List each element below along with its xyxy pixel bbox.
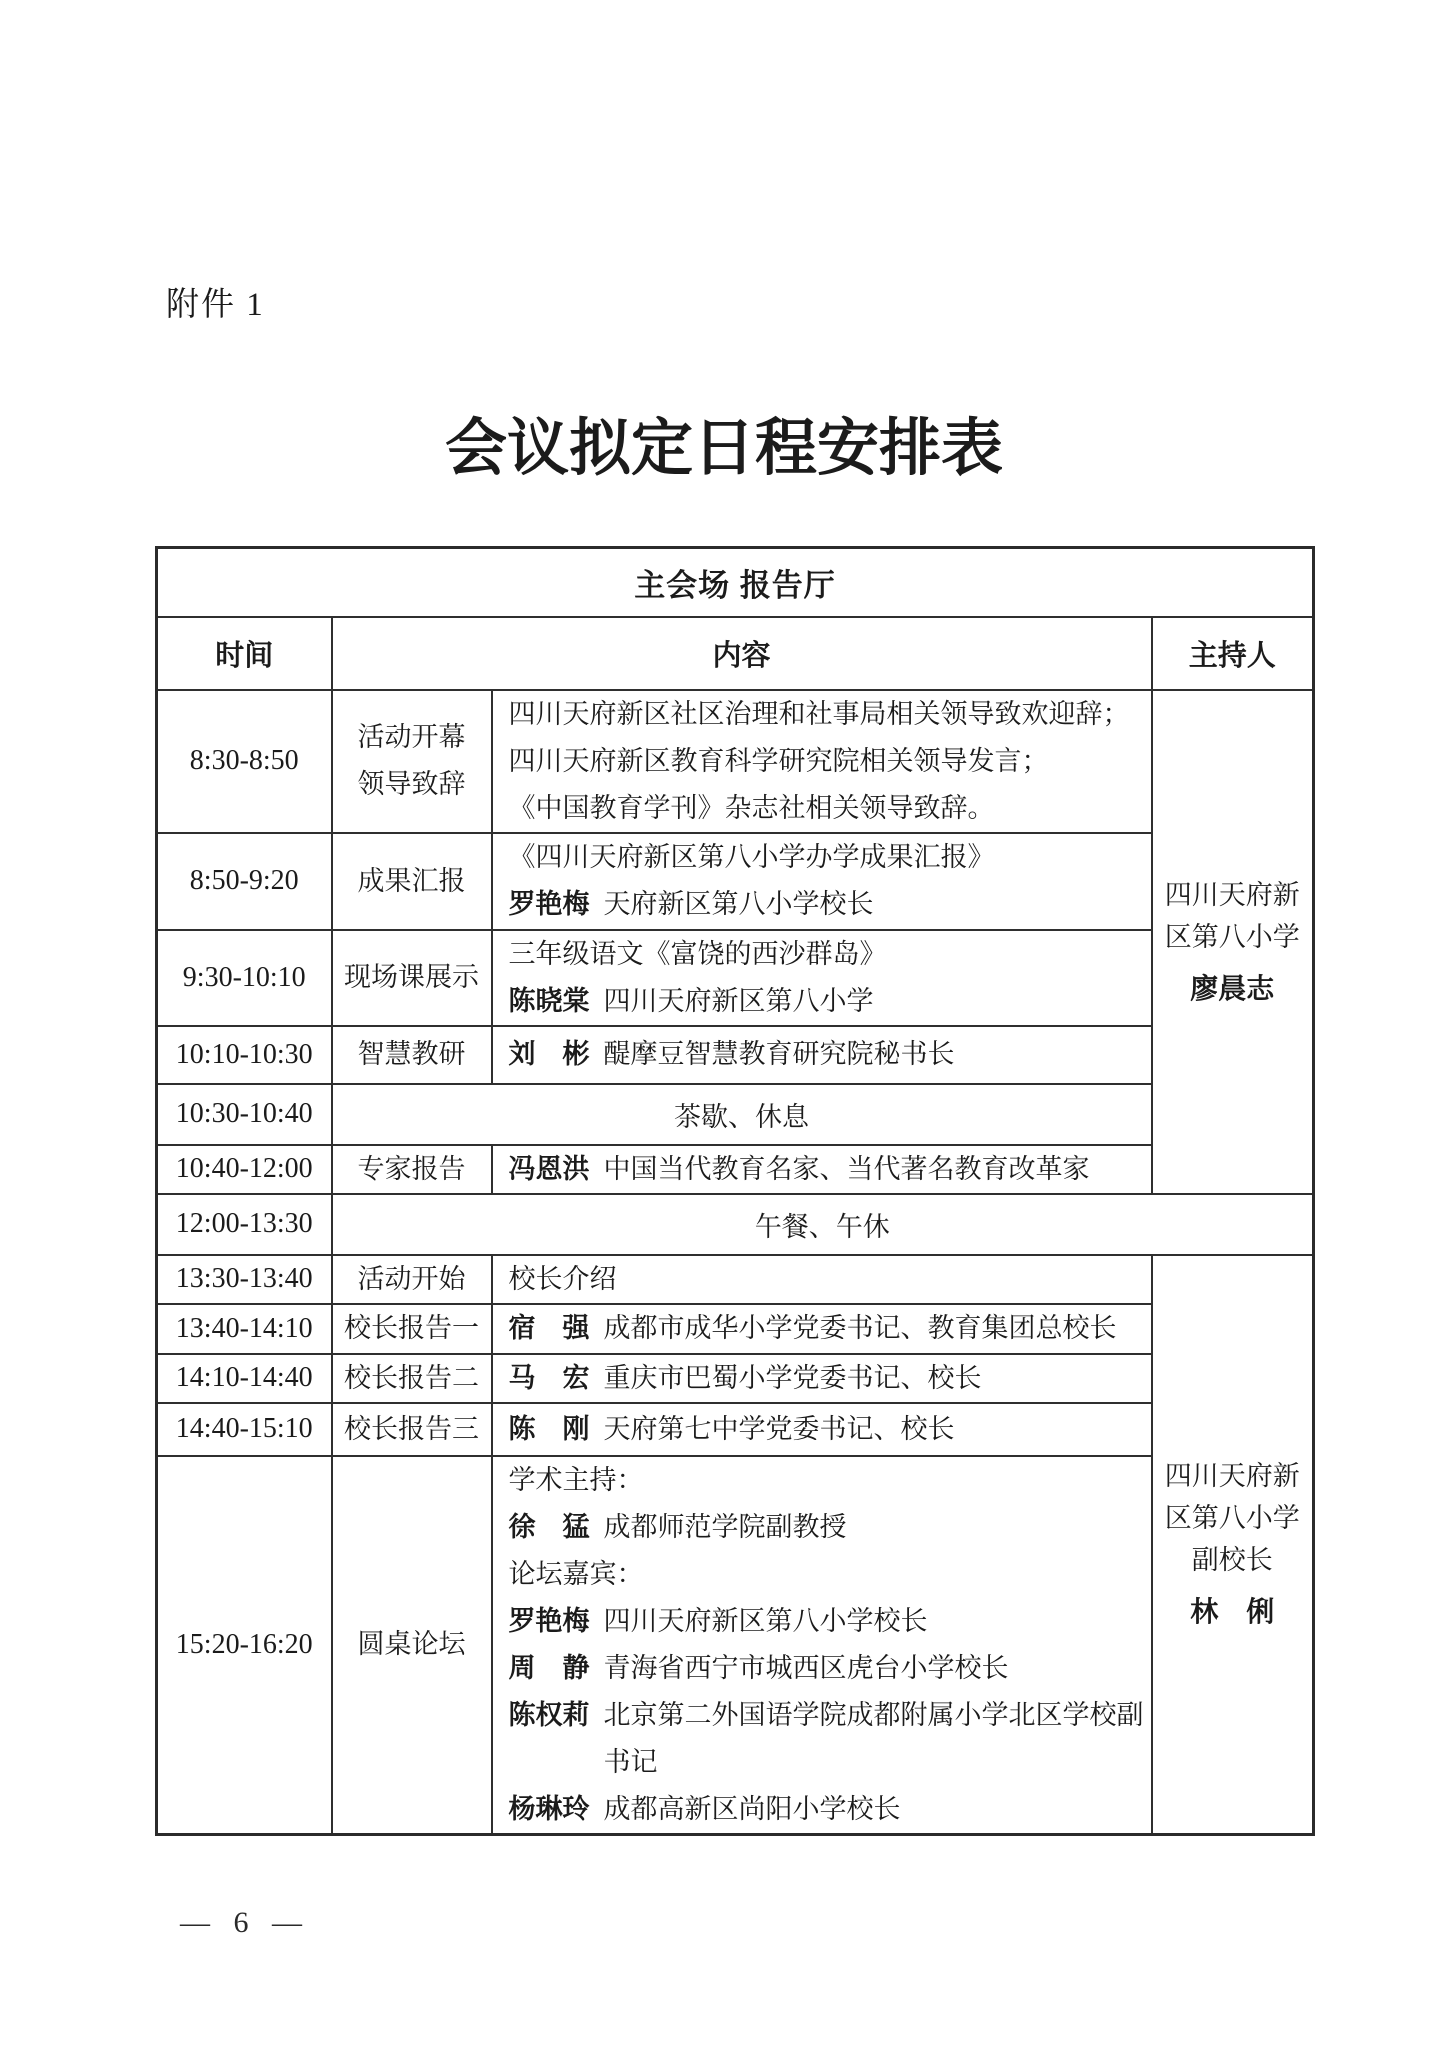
page-number: — 6 — [180, 1906, 310, 1939]
table-row [157, 1026, 1314, 1084]
speaker-title: 成都市成华小学党委书记、教育集团总校长 [603, 1313, 1117, 1343]
content-line: 四川天府新区社区治理和社事局相关领导致欢迎辞； [508, 698, 1130, 729]
table-row [157, 690, 1314, 833]
speaker-name: 周 静 [508, 1652, 590, 1683]
content-cell [492, 690, 1152, 833]
lunch-cell: 午餐、午休 [332, 1194, 1314, 1255]
break-cell: 茶歇、休息 [332, 1084, 1152, 1145]
speaker-name: 陈权莉 [508, 1699, 590, 1730]
content-line: 《四川天府新区第八小学办学成果汇报》 [508, 842, 995, 872]
speaker-title: 中国当代教育名家、当代著名教育改革家 [603, 1153, 1090, 1184]
speaker-name: 杨琳玲 [508, 1793, 590, 1824]
speaker-title: 北京第二外国语学院成都附属小学北区学校副书记 [603, 1699, 1144, 1777]
speaker-title: 重庆市巴蜀小学党委书记、校长 [603, 1362, 982, 1393]
content-line: 三年级语文《富饶的西沙群岛》 [508, 938, 887, 969]
speaker-title: 醍摩豆智慧教育研究院秘书长 [603, 1039, 955, 1069]
activity-cell: 圆桌论坛 [332, 1456, 492, 1835]
page-title: 会议拟定日程安排表 [444, 415, 1003, 483]
attachment-label: 附件 1 [166, 287, 265, 323]
content-cell [492, 833, 1152, 930]
speaker-name: 冯恩洪 [508, 1153, 590, 1184]
speaker-name: 陈 刚 [508, 1413, 590, 1444]
speaker-name: 陈晓棠 [508, 985, 590, 1016]
content-line: 《中国教育学刊》杂志社相关领导致辞。 [508, 792, 995, 823]
activity-cell [332, 690, 492, 833]
activity-cell: 校长报告二 [332, 1354, 492, 1403]
time-cell: 8:30-8:50 [157, 690, 332, 833]
time-cell: 10:10-10:30 [157, 1026, 332, 1084]
content-cell [492, 1026, 1152, 1084]
speaker-title: 四川天府新区第八小学校长 [603, 1605, 928, 1636]
table-row [157, 1304, 1314, 1354]
venue-header: 主会场 报告厅 [157, 548, 1314, 617]
time-cell: 8:50-9:20 [157, 833, 332, 930]
content-cell [492, 1255, 1152, 1304]
activity-line: 领导致辞 [357, 769, 466, 799]
time-cell: 9:30-10:10 [157, 930, 332, 1026]
content-cell [492, 1403, 1152, 1456]
host-org: 四川天府新区第八小学 [1164, 879, 1300, 952]
activity-cell: 现场课展示 [332, 930, 492, 1026]
table-row [157, 833, 1314, 930]
host-cell-morning [1152, 690, 1314, 1194]
speaker-title: 四川天府新区第八小学 [603, 985, 874, 1016]
speaker-name: 徐 猛 [508, 1511, 590, 1542]
content-cell [492, 1145, 1152, 1194]
speaker-title: 成都高新区尚阳小学校长 [603, 1793, 901, 1824]
time-cell: 10:40-12:00 [157, 1145, 332, 1194]
activity-cell: 校长报告三 [332, 1403, 492, 1456]
speaker-name: 刘 彬 [508, 1039, 590, 1069]
activity-cell: 专家报告 [332, 1145, 492, 1194]
content-cell [492, 1456, 1152, 1835]
time-cell: 12:00-13:30 [157, 1194, 332, 1255]
table-row [157, 1456, 1314, 1835]
time-cell: 14:40-15:10 [157, 1403, 332, 1456]
speaker-title: 青海省西宁市城西区虎台小学校长 [603, 1652, 1009, 1683]
table-row-columns [157, 617, 1314, 690]
time-cell: 13:30-13:40 [157, 1255, 332, 1304]
speaker-name: 罗艳梅 [508, 1605, 590, 1636]
speaker-name: 宿 强 [508, 1313, 590, 1343]
content-cell [492, 1354, 1152, 1403]
speaker-name: 马 宏 [508, 1362, 590, 1393]
col-header-time: 时间 [157, 617, 332, 690]
host-name: 廖晨志 [1190, 972, 1275, 1004]
speaker-title: 天府第七中学党委书记、校长 [603, 1413, 955, 1444]
time-cell: 15:20-16:20 [157, 1456, 332, 1835]
speaker-name: 罗艳梅 [508, 889, 590, 919]
content-cell [492, 930, 1152, 1026]
time-cell: 14:10-14:40 [157, 1354, 332, 1403]
schedule-table [155, 546, 1315, 1836]
content-cell [492, 1304, 1152, 1354]
table-row-venue [157, 548, 1314, 617]
table-row [157, 1145, 1314, 1194]
host-org: 四川天府新区第八小学副校长 [1164, 1461, 1300, 1575]
table-row [157, 1255, 1314, 1304]
table-row [157, 1194, 1314, 1255]
activity-cell: 智慧教研 [332, 1026, 492, 1084]
content-line: 四川天府新区教育科学研究院相关领导发言； [508, 745, 1049, 776]
content-line: 校长介绍 [508, 1263, 617, 1294]
host-cell-afternoon [1152, 1255, 1314, 1835]
time-cell: 10:30-10:40 [157, 1084, 332, 1145]
table-row [157, 1354, 1314, 1403]
time-cell: 13:40-14:10 [157, 1304, 332, 1354]
table-row [157, 1403, 1314, 1456]
col-header-content: 内容 [332, 617, 1152, 690]
table-row [157, 930, 1314, 1026]
speaker-title: 成都师范学院副教授 [603, 1511, 847, 1542]
content-line: 论坛嘉宾： [508, 1558, 644, 1589]
speaker-title: 天府新区第八小学校长 [603, 889, 874, 919]
activity-cell: 校长报告一 [332, 1304, 492, 1354]
col-header-host: 主持人 [1152, 617, 1314, 690]
activity-cell: 活动开始 [332, 1255, 492, 1304]
content-line: 学术主持： [508, 1464, 644, 1495]
activity-cell: 成果汇报 [332, 833, 492, 930]
table-row [157, 1084, 1314, 1145]
host-name: 林 俐 [1190, 1596, 1275, 1627]
activity-line: 活动开幕 [357, 722, 466, 752]
